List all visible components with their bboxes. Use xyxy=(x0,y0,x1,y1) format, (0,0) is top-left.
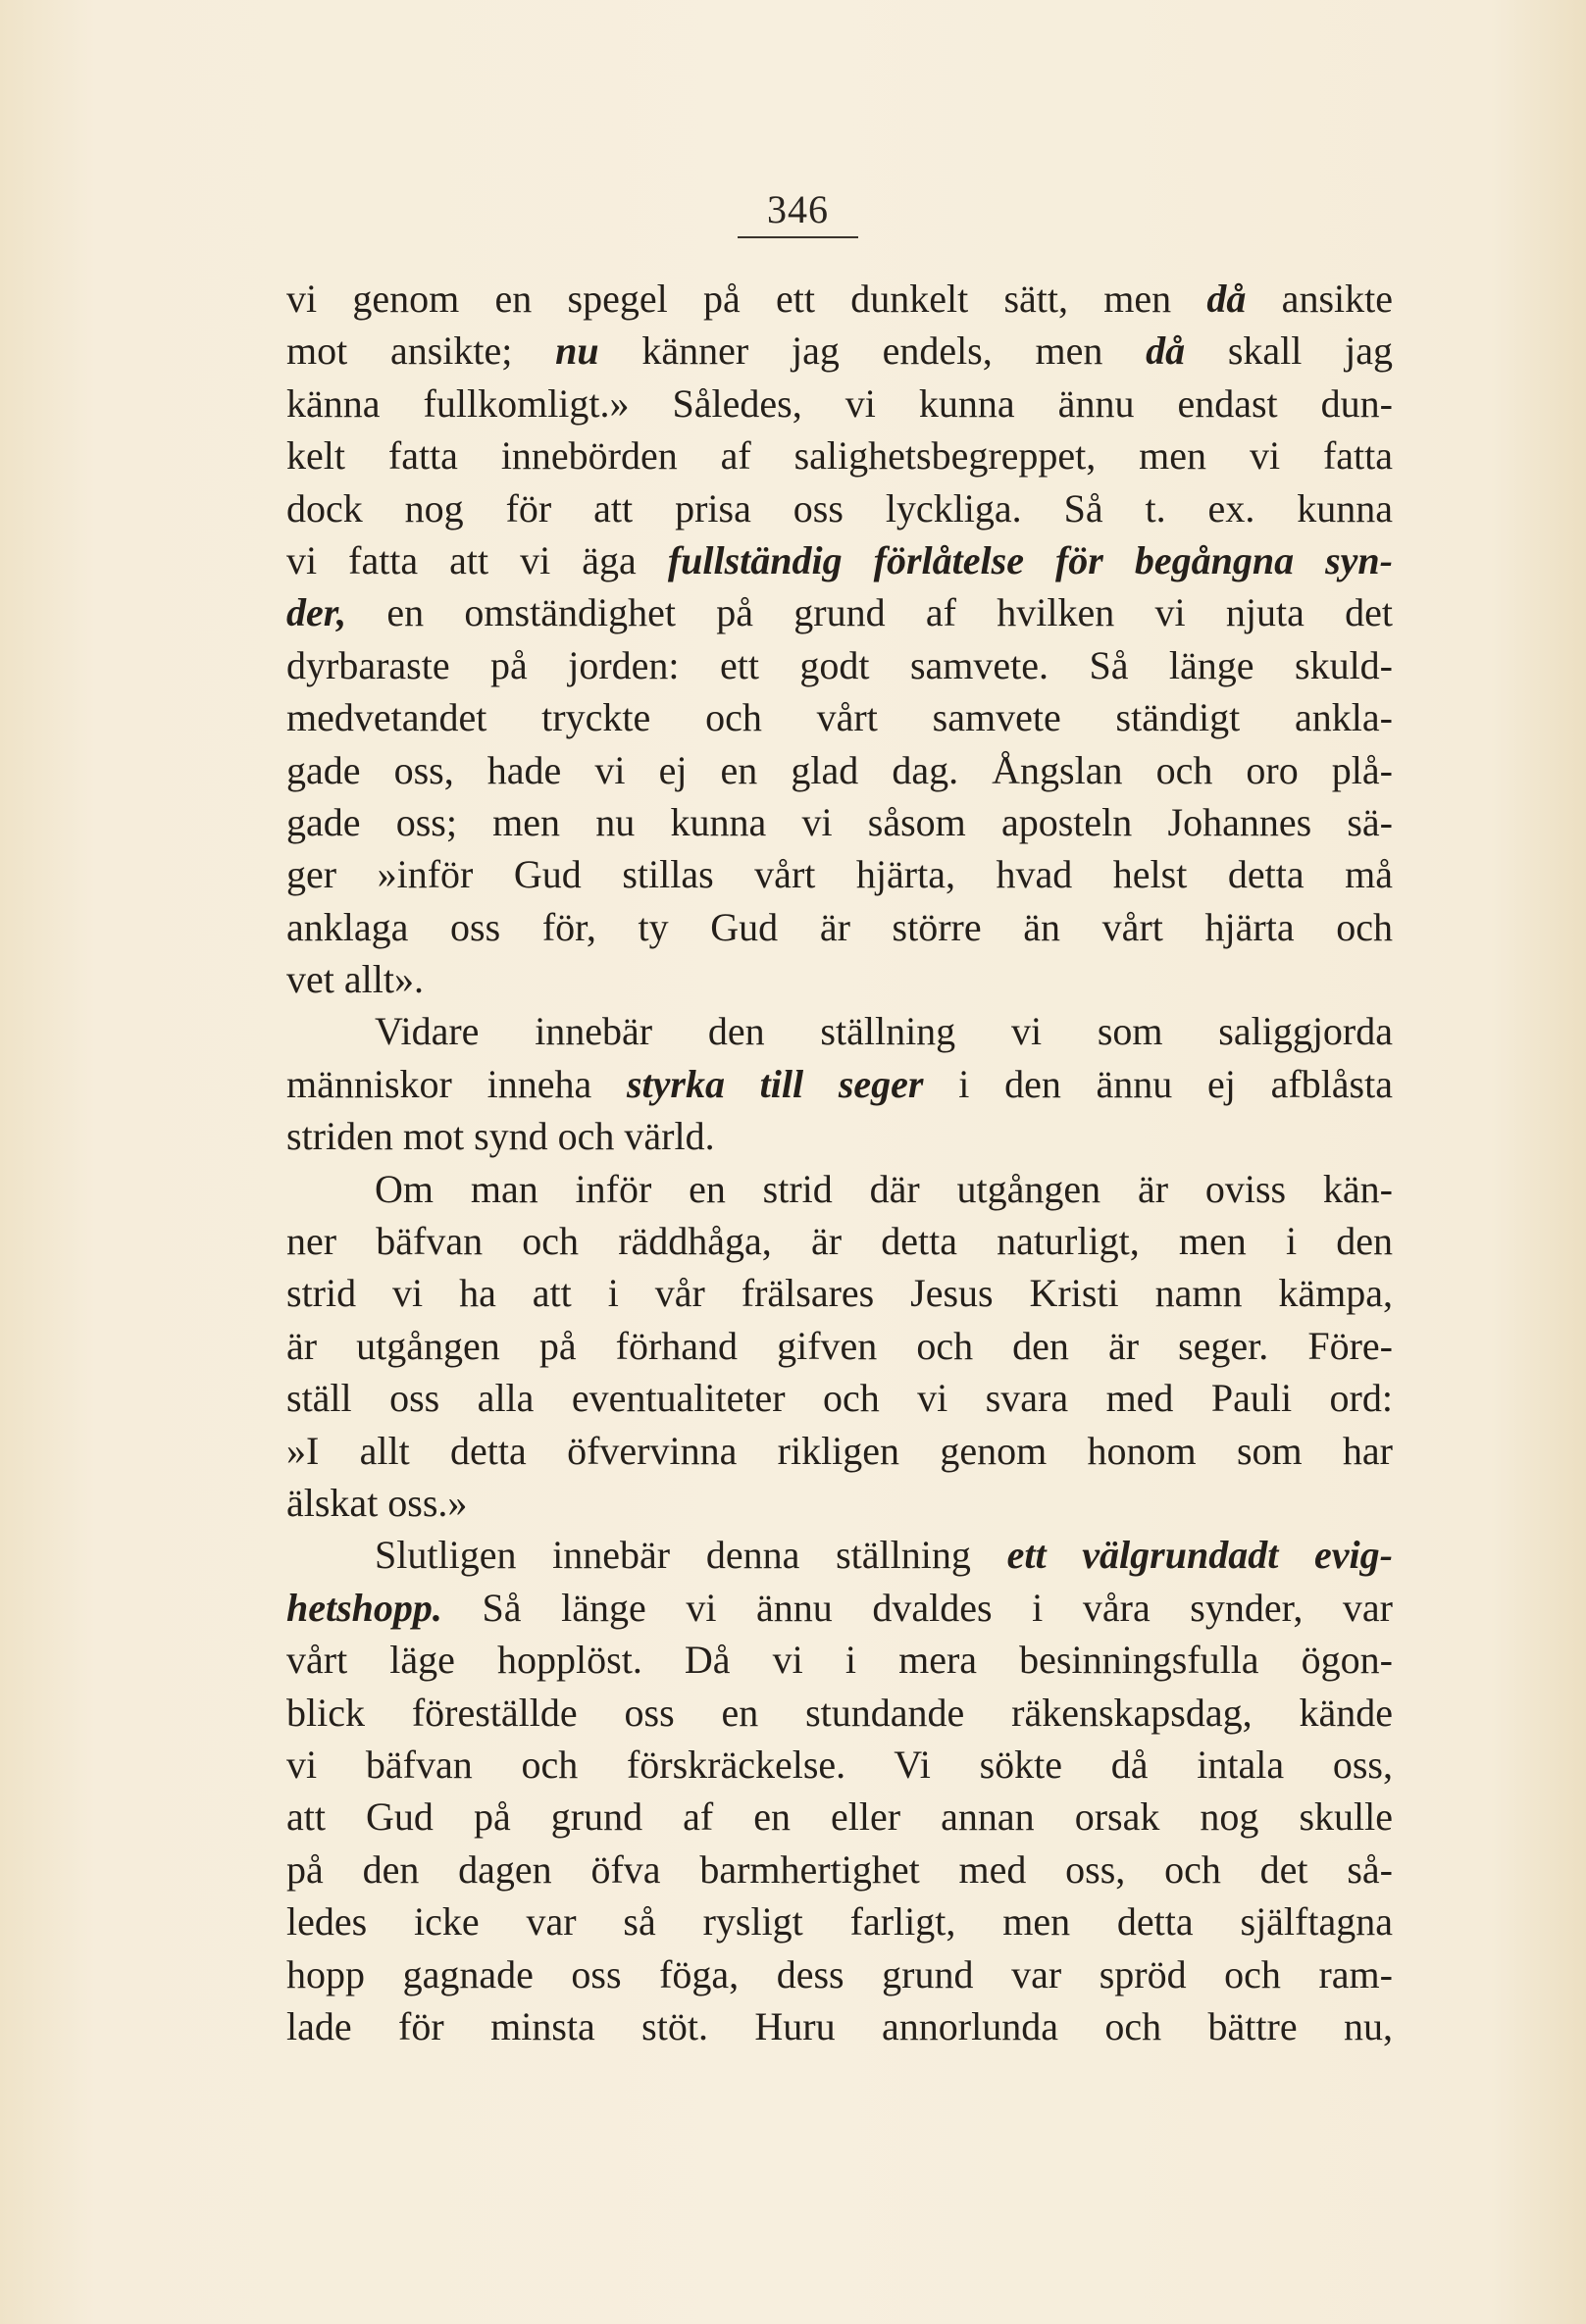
text-line xyxy=(286,534,1393,586)
text-line xyxy=(286,1477,1393,1529)
text-run: i den ännu ej afblåsta xyxy=(923,1061,1393,1106)
text-run: »I allt detta öfvervinna rikligen genom honom som har xyxy=(286,1428,1393,1473)
text-run: dock nog för att prisa oss lyckliga. Så t. ex. kunna xyxy=(286,485,1393,530)
emphasized-text: der, xyxy=(286,590,347,635)
page-number-text: 346 xyxy=(738,186,858,238)
text-run: Om man inför en strid där utgången är oviss kän- xyxy=(375,1166,1393,1211)
text-line xyxy=(286,744,1393,796)
text-run: kelt fatta innebörden af salighetsbegreppet, men vi fatta xyxy=(286,433,1393,479)
text-line xyxy=(286,586,1393,638)
text-line xyxy=(286,953,1393,1005)
text-run: blick föreställde oss en stundande räkenskapsdag, kände xyxy=(286,1690,1393,1735)
emphasized-text: ett välgrundadt evig- xyxy=(1006,1533,1393,1578)
text-line xyxy=(286,1110,1393,1162)
emphasized-text: då xyxy=(1206,277,1247,321)
text-line xyxy=(286,482,1393,534)
text-run: är utgången på förhand gifven och den är seger. Före- xyxy=(286,1323,1393,1368)
emphasized-text: fullständig förlåtelse för begångna syn- xyxy=(667,537,1393,582)
emphasized-text: hetshopp. xyxy=(286,1585,442,1630)
text-run: medvetandet tryckte och vårt samvete ständigt ankla- xyxy=(286,695,1393,740)
text-run: känner jag endels, men xyxy=(598,328,1147,374)
text-line xyxy=(286,848,1393,900)
text-run: vi genom en spegel på ett dunkelt sätt, men xyxy=(286,277,1207,321)
text-line xyxy=(286,325,1393,377)
text-run: Så länge vi ännu dvaldes i våra synder, var xyxy=(441,1585,1393,1630)
text-run: på den dagen öfva barmhertighet med oss, och det så- xyxy=(286,1846,1393,1892)
emphasized-text: styrka till seger xyxy=(626,1061,924,1106)
text-run: gade oss; men nu kunna vi såsom aposteln Johannes sä- xyxy=(286,799,1393,844)
text-line xyxy=(286,1425,1393,1477)
emphasized-text: nu xyxy=(555,328,599,374)
text-line xyxy=(286,1895,1393,1947)
text-line xyxy=(286,273,1393,325)
text-line xyxy=(286,796,1393,848)
text-run: en omständighet på grund af hvilken vi njuta det xyxy=(346,590,1393,635)
text-line xyxy=(286,1791,1393,1843)
text-line xyxy=(286,1948,1393,2000)
text-run: ledes icke var så rysligt farligt, men detta själftagna xyxy=(286,1899,1393,1945)
text-run: ställ oss alla eventualiteter och vi svara med Pauli ord: xyxy=(286,1376,1393,1421)
text-run: anklaga oss för, ty Gud är större än vårt hjärta och xyxy=(286,904,1393,949)
text-line xyxy=(286,1267,1393,1319)
text-run: strid vi ha att i vår frälsares Jesus Kristi namn kämpa, xyxy=(286,1271,1393,1316)
text-run: striden mot synd och värld. xyxy=(286,1114,715,1159)
text-run: känna fullkomligt.» Således, vi kunna ännu endast dun- xyxy=(286,380,1393,426)
text-line xyxy=(286,1372,1393,1424)
text-line xyxy=(286,1215,1393,1267)
text-run: vårt läge hopplöst. Då vi i mera besinningsfulla ögon- xyxy=(286,1638,1393,1683)
text-line xyxy=(286,901,1393,953)
text-run: mot ansikte; xyxy=(286,328,556,374)
text-run: vet allt». xyxy=(286,957,424,1002)
body-text xyxy=(286,273,1393,2052)
text-run: lade för minsta stöt. Huru annorlunda och bättre nu, xyxy=(286,2003,1393,2048)
text-line xyxy=(286,691,1393,743)
text-line xyxy=(286,1634,1393,1686)
text-line xyxy=(286,1058,1393,1110)
text-line xyxy=(286,2000,1393,2052)
page-number xyxy=(0,186,1586,238)
text-run: människor inneha xyxy=(286,1061,627,1106)
text-run: ger »inför Gud stillas vårt hjärta, hvad helst detta må xyxy=(286,852,1393,897)
text-line xyxy=(286,1844,1393,1895)
text-line xyxy=(286,1163,1393,1215)
text-run: skall jag xyxy=(1185,328,1393,374)
text-run: ner bäfvan och räddhåga, är detta naturligt, men i den xyxy=(286,1219,1393,1264)
text-line xyxy=(286,1739,1393,1791)
text-line xyxy=(286,429,1393,481)
text-line xyxy=(286,1320,1393,1372)
text-run: hopp gagnade oss föga, dess grund var spröd och ram- xyxy=(286,1951,1393,1996)
text-line xyxy=(286,639,1393,691)
text-run: vi bäfvan och förskräckelse. Vi sökte då intala oss, xyxy=(286,1742,1393,1787)
text-run: att Gud på grund af en eller annan orsak nog skulle xyxy=(286,1794,1393,1840)
text-run: ansikte xyxy=(1246,277,1393,321)
text-run: Slutligen innebär denna ställning xyxy=(375,1533,1007,1578)
text-line xyxy=(286,1582,1393,1634)
text-line xyxy=(286,1005,1393,1057)
text-run: Vidare innebär den ställning vi som saliggjorda xyxy=(375,1009,1393,1054)
text-run: älskat oss.» xyxy=(286,1480,468,1525)
emphasized-text: då xyxy=(1146,328,1186,374)
text-run: vi fatta att vi äga xyxy=(286,537,668,582)
text-run: dyrbaraste på jorden: ett godt samvete. Så länge skuld- xyxy=(286,642,1393,687)
text-line xyxy=(286,378,1393,429)
text-run: gade oss, hade vi ej en glad dag. Ångslan och oro plå- xyxy=(286,747,1393,792)
text-line xyxy=(286,1529,1393,1581)
text-line xyxy=(286,1687,1393,1739)
